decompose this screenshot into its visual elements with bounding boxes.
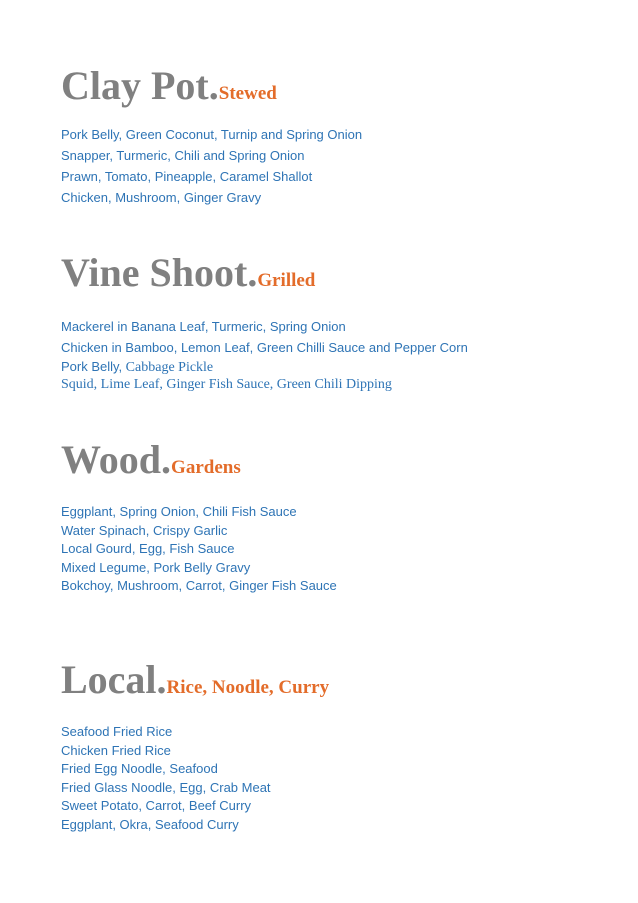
menu-item: Eggplant, Okra, Seafood Curry bbox=[61, 816, 239, 832]
section-subtitle: Grilled bbox=[257, 270, 316, 291]
section-heading bbox=[61, 657, 330, 702]
menu-item-list bbox=[61, 316, 468, 394]
menu-item: Pork Belly, Green Coconut, Turnip and Spring Onion bbox=[61, 127, 363, 142]
menu-item: Eggplant, Spring Onion, Chili Fish Sauce bbox=[61, 504, 297, 519]
section-subtitle: Gardens bbox=[171, 457, 241, 478]
menu-item-suffix: Cabbage Pickle bbox=[122, 360, 214, 375]
section-clay-pot bbox=[61, 63, 363, 208]
menu-item-list bbox=[61, 124, 362, 208]
section-title: Local. bbox=[61, 657, 167, 702]
menu-item-prefix: Pork Belly, bbox=[61, 359, 123, 374]
menu-item: Chicken in Bamboo, Lemon Leaf, Green Chilli Sauce and Pepper Corn bbox=[61, 340, 468, 355]
menu-item: Prawn, Tomato, Pineapple, Caramel Shallot bbox=[61, 169, 313, 184]
section-heading bbox=[61, 250, 468, 295]
menu-item: Fried Egg Noodle, Seafood bbox=[61, 761, 218, 776]
menu-item-list bbox=[61, 503, 337, 596]
section-title: Wood. bbox=[61, 437, 172, 482]
menu-item: Local Gourd, Egg, Fish Sauce bbox=[61, 541, 235, 556]
menu-item: Squid, Lime Leaf, Ginger Fish Sauce, Green Chili Dipping bbox=[61, 377, 392, 392]
section-title: Vine Shoot. bbox=[61, 250, 258, 295]
section-title: Clay Pot. bbox=[61, 63, 219, 108]
menu-item: Mackerel in Banana Leaf, Turmeric, Spring Onion bbox=[61, 319, 346, 334]
menu-item: Seafood Fried Rice bbox=[61, 724, 173, 739]
section-local bbox=[61, 657, 330, 834]
menu-item: Sweet Potato, Carrot, Beef Curry bbox=[61, 798, 252, 813]
section-subtitle: Rice, Noodle, Curry bbox=[166, 677, 330, 698]
menu-item: Chicken, Mushroom, Ginger Gravy bbox=[61, 190, 262, 205]
section-vine-shoot bbox=[61, 250, 468, 394]
menu-item: Mixed Legume, Pork Belly Gravy bbox=[61, 559, 251, 575]
section-wood bbox=[61, 437, 337, 596]
section-heading bbox=[61, 437, 337, 482]
section-subtitle: Stewed bbox=[218, 83, 277, 104]
menu-item: Snapper, Turmeric, Chili and Spring Onion bbox=[61, 148, 305, 163]
menu-item bbox=[61, 358, 468, 376]
menu-item: Bokchoy, Mushroom, Carrot, Ginger Fish Sauce bbox=[61, 578, 337, 593]
menu-item: Fried Glass Noodle, Egg, Crab Meat bbox=[61, 779, 271, 795]
menu-item: Chicken Fried Rice bbox=[61, 742, 171, 758]
section-heading bbox=[61, 63, 362, 108]
menu-item: Water Spinach, Crispy Garlic bbox=[61, 522, 228, 538]
menu-item-list bbox=[61, 723, 329, 834]
